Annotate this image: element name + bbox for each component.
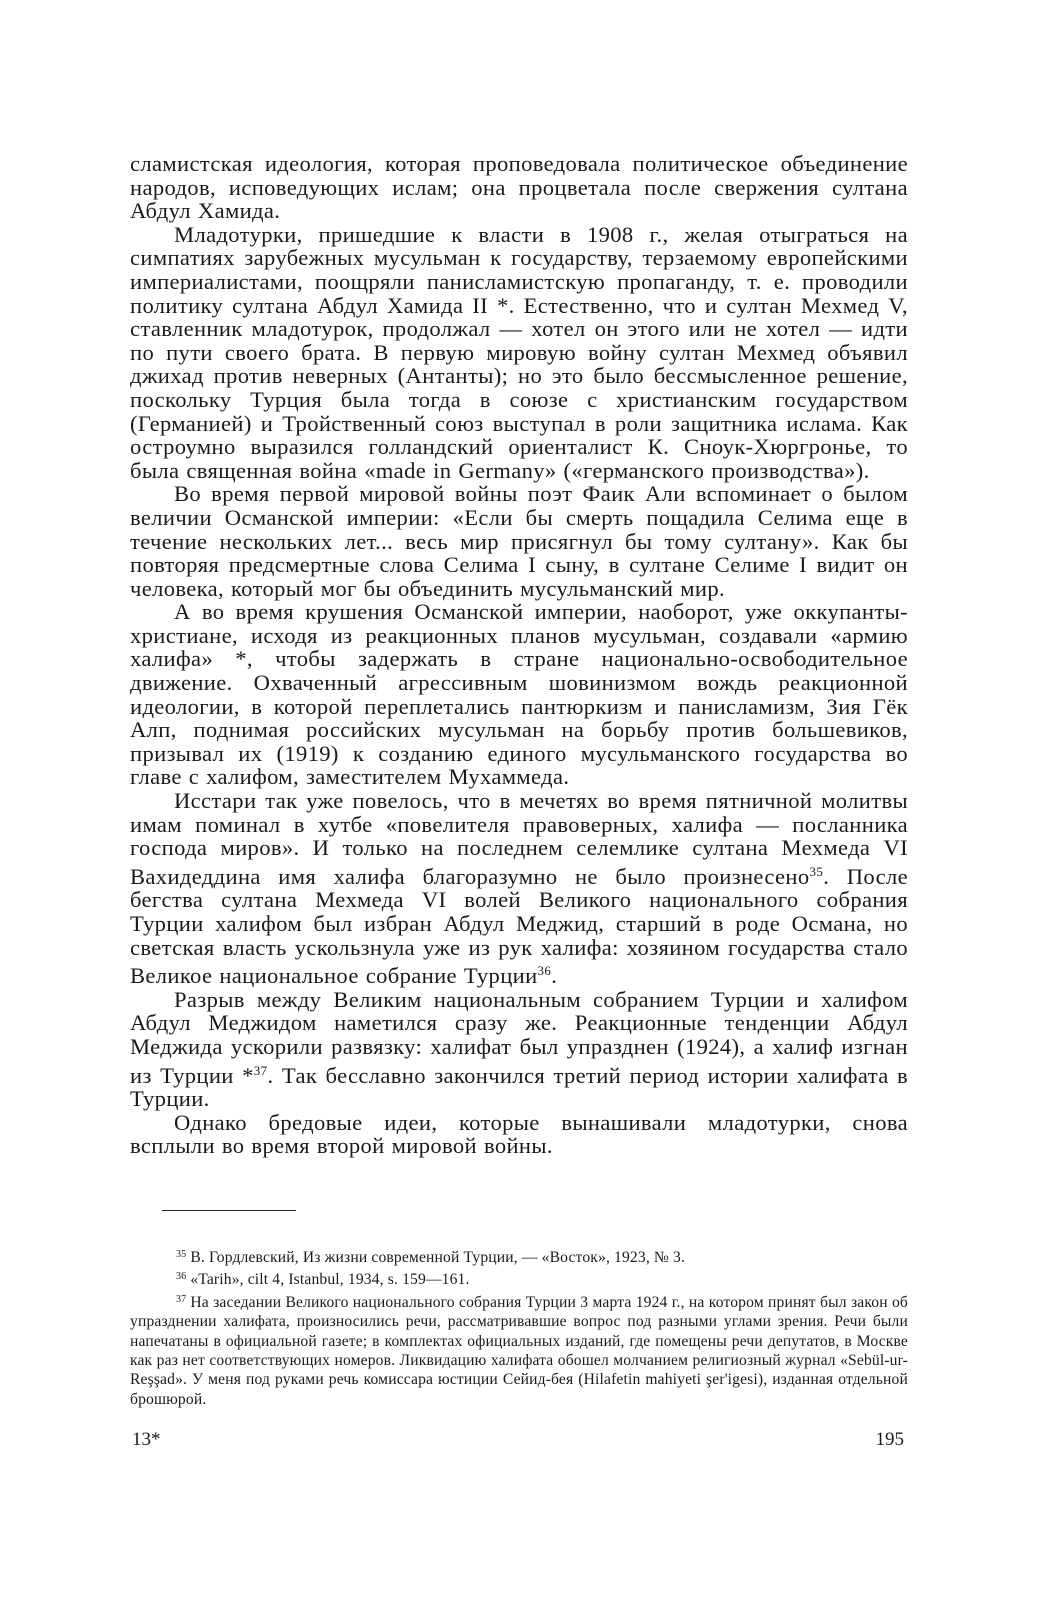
paragraph-5-text-end: . [551, 963, 558, 989]
footnote-number: 37 [176, 1293, 187, 1305]
paragraph-7: Однако бредовые идеи, которые вынашивали младотурки, снова всплыли во время второй мировой войны. [130, 1109, 908, 1159]
page-number: 195 [875, 1429, 904, 1451]
paragraph-5-text: Исстари так уже повелось, что в мечетях во время пятничной молитвы имам поминал в хутбе «повелителя правоверных, халифа — посланника господа миров». И только на последнем селемлике султана Мехмеда VI Вахидеддина имя халифа благоразумно не было произнесено [130, 788, 908, 889]
paragraph-6-text: Разрыв между Великим национальным собранием Турции и халифом Абдул Меджидом наметился сразу же. Реакционные тенденции Абдул Меджида ускорили развязку: халифат был упразднен (1924), а халиф изгнан из Турции * [130, 986, 908, 1088]
paragraph-6 [130, 988, 908, 1111]
footnote-number: 36 [176, 1271, 187, 1283]
footnote-text: В. Гордлевский, Из жизни современной Турции, — «Восток», 1923, № 3. [190, 1248, 685, 1266]
footnote-35 [130, 1245, 908, 1267]
footnotes [130, 1245, 908, 1409]
paragraph-4: А во время крушения Османской империи, наоборот, уже оккупанты-христиане, исходя из реакционных планов мусульман, создавали «армию халифа» *, чтобы задержать в стране национально-освободительное движение. Охваченный агрессивным шовинизмом вождь реакционной идеологии, в которой переплетались пантюркизм и панисламизм, Зия Гёк Алп, поднимая российских мусульман на борьбу против большевиков, призывал их (1919) к созданию единого мусульманского государства во главе с халифом, заместителем Мухаммеда. [130, 599, 908, 790]
footnote-ref-37: 37 [253, 1062, 268, 1078]
footnote-number: 35 [176, 1248, 187, 1260]
footnote-36 [130, 1267, 908, 1289]
paragraph-3: Во время первой мировой войны поэт Фаик Али вспоминает о былом величии Османской империи: «Если бы смерть пощадила Селима еще в течение нескольких лет... весь мир присягнул бы тому султану». Как бы повторяя предсмертные слова Селима I сыну, в султане Селиме I видит он человека, который мог бы объединить мусульманский мир. [130, 481, 908, 601]
main-text [130, 152, 908, 1158]
footnote-text: На заседании Великого национального собрания Турции 3 марта 1924 г., на котором принят был закон об упразднении халифата, произносились речи, рассматривавшие вопрос под разными углами зрения. Речи были напечатаны в официальной газете; в комплектах официальных изданий, где помещены речи депутатов, в Москве как раз нет соответствующих номеров. Ликвидацию халифата обошел молчанием религиозный журнал «Sebül-ur-Reşşad». У меня под руками речь комиссара юстиции Сейид-бея (Hilafetin mahiyeti şer'igesi), изданная отдельной брошюрой. [130, 1293, 908, 1408]
footnote-ref-35: 35 [809, 863, 824, 879]
book-page [130, 152, 908, 1451]
paragraph-1: сламистская идеология, которая проповедовала политическое объединение народов, исповедующих ислам; она процветала после свержения султана Абдул Хамида. [130, 151, 908, 224]
footnote-ref-36: 36 [537, 963, 552, 979]
footnote-separator [162, 1210, 296, 1211]
paragraph-5 [130, 789, 908, 988]
paragraph-5-text-cont: . После бегства султана Мехмеда VI волей Великого национального собрания Турции халифом был избран Абдул Меджид, старший в роде Османа, но светская власть ускользнула уже из рук халифа: хозяином государства стало Великое национальное собрание Турции [130, 863, 908, 989]
page-footer [130, 1429, 908, 1451]
footnote-text: «Tarih», cilt 4, Istanbul, 1934, s. 159—161. [190, 1271, 470, 1289]
footnote-37 [130, 1290, 908, 1409]
signature-mark: 13* [132, 1429, 161, 1451]
paragraph-2: Младотурки, пришедшие к власти в 1908 г., желая отыграться на симпатиях зарубежных мусульман к государству, терзаемому европейскими империалистами, поощряли панисламистскую пропаганду, т. е. проводили политику султана Абдул Хамида II *. Естественно, что и султан Мехмед V, ставленник младотурок, продолжал — хотел он этого или не хотел — идти по пути своего брата. В первую мировую войну султан Мехмед объявил джихад против неверных (Антанты); но это было бессмысленное решение, поскольку Турция была тогда в союзе с христианским государством (Германией) и Тройственный союз выступал в роли защитника ислама. Как остроумно выразился голландский ориенталист К. Сноук-Хюргронье, то была священная война «made in Germany» («германского производства»). [130, 221, 908, 483]
paragraph-6-text-cont: . Так бесславно закончился третий период истории халифата в Турции. [130, 1062, 908, 1112]
